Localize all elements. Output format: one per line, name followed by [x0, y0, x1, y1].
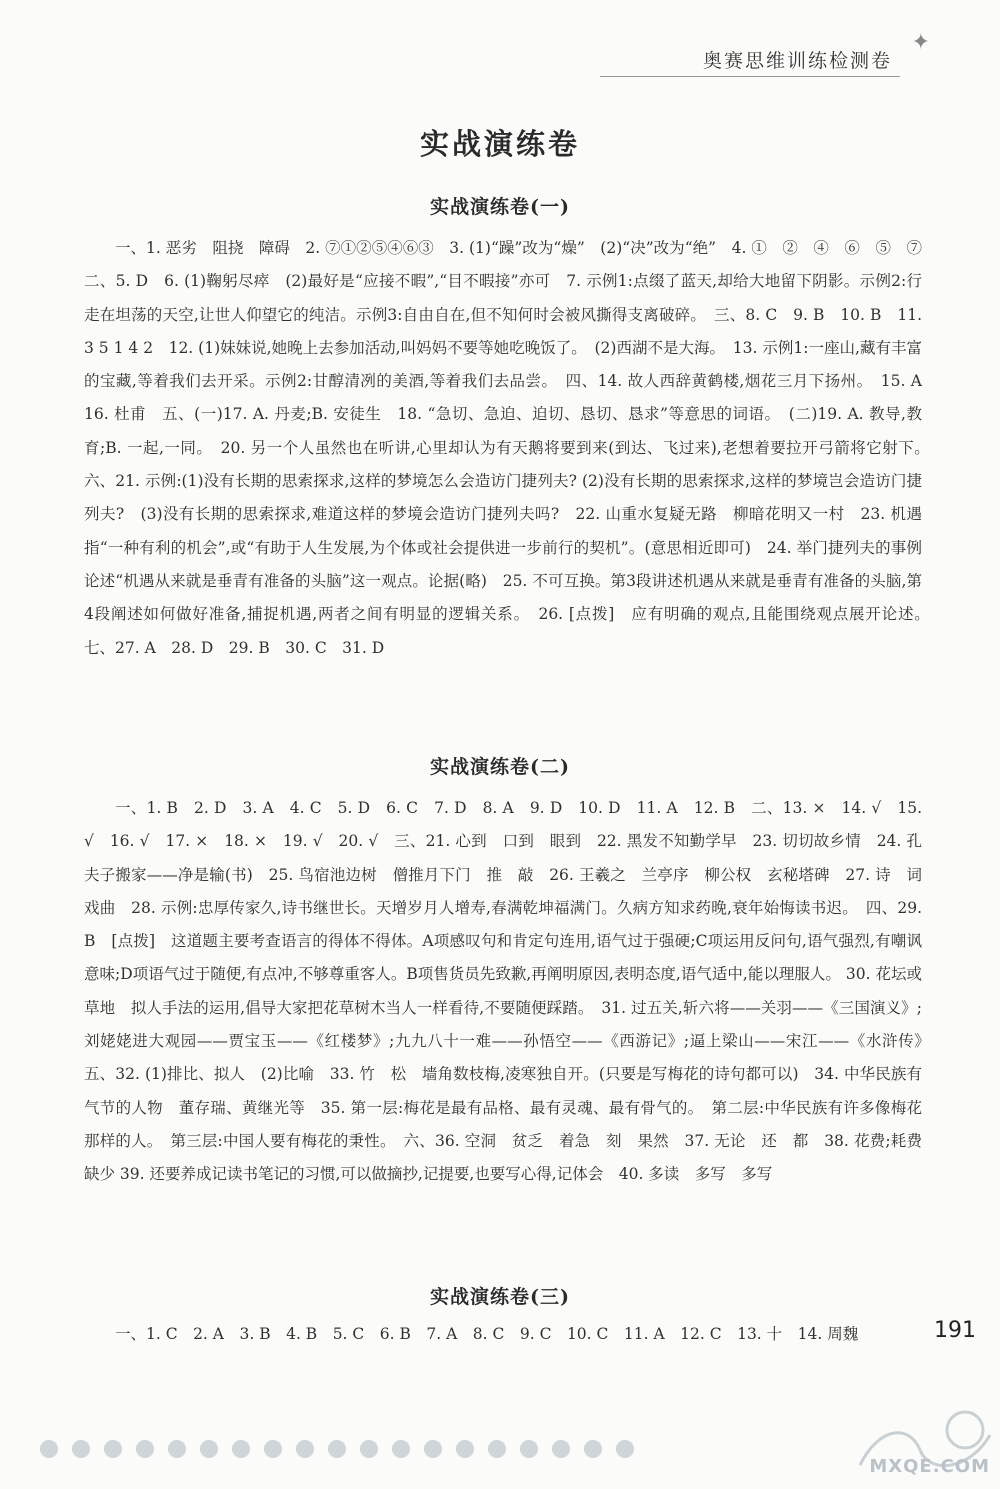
section-2-content: 一、1. B 2. D 3. A 4. C 5. D 6. C 7. D 8. A 9. D 10. D 11. A 12. B 二、13. × 14. √ 15. √ 16. √ 17. × 18. × 19. √ 20. √ 三、21. 心到 口到 眼到 22. 黑发不知勤学早 23. 切切故乡情 24. 孔夫子搬家——净是输(书) 25. 鸟宿池边树 僧推月下门 推 敲 26. 王羲之 兰亭序 柳公权 玄秘塔碑 27. 诗 词 戏曲 28. 示例:忠厚传家久,诗书继世长。天增岁月人增寿,春满乾坤福满门。久病方知求药晚,衰年始悔读书迟。 四、29. B [点拨] 这道题主要考查语言的得体不得体。A项感叹句和肯定句连用,语气过于强硬;C项运用反问句,语气强烈,有嘲讽意味;D项语气过于随便,有点冲,不够尊重客人。B项售货员先致歉,再阐明原因,表明态度,语气适中,能以理服人。 30. 花坛或草地 拟人手法的运用,倡导大家把花草树木当人一样看待,不要随便踩踏。 31. 过五关,斩六将——关羽——《三国演义》;刘姥姥进大观园——贾宝玉——《红楼梦》;九九八十一难——孙悟空——《西游记》;逼上梁山——宋江——《水浒传》 五、32. (1)排比、拟人 (2)比喻 33. 竹 松 墙角数枝梅,凌寒独自开。(只要是写梅花的诗句都可以) 34. 中华民族有气节的人物 董存瑞、黄继光等 35. 第一层:梅花是最有品格、最有灵魂、最有骨气的。 第二层:中华民族有许多像梅花那样的人。 第三层:中国人要有梅花的秉性。 六、36. 空洞 贫乏 着急 刻 果然 37. 无论 还 都 38. 花费;耗费 缺少 39. 还要养成记读书笔记的习惯,可以做摘抄,记提要,也要写心得,记体会 40. 多读 多写 多写: [84, 799, 938, 1184]
dot-icon: [200, 1440, 218, 1458]
dot-icon: [424, 1440, 442, 1458]
dot-icon: [392, 1440, 410, 1458]
section-3-content: 一、1. C 2. A 3. B 4. B 5. C 6. B 7. A 8. C 9. C 10. C 11. A 12. C 13. 十 14. 周魏: [115, 1325, 859, 1343]
header-rule: [600, 76, 900, 77]
section-2-title: 实战演练卷(二): [430, 756, 570, 778]
dot-icon: [264, 1440, 282, 1458]
dot-icon: [296, 1440, 314, 1458]
dot-icon: [584, 1440, 602, 1458]
dot-icon: [168, 1440, 186, 1458]
dot-icon: [360, 1440, 378, 1458]
dot-icon: [552, 1440, 570, 1458]
dot-icon: [328, 1440, 346, 1458]
dot-icon: [104, 1440, 122, 1458]
decorative-dots: [40, 1440, 660, 1470]
dot-icon: [488, 1440, 506, 1458]
dot-icon: [520, 1440, 538, 1458]
dot-icon: [72, 1440, 90, 1458]
dot-icon: [136, 1440, 154, 1458]
sparkle-decoration-icon: ✦: [911, 30, 930, 55]
section-3-title: 实战演练卷(三): [430, 1286, 570, 1308]
dot-icon: [616, 1440, 634, 1458]
page-title: 实战演练卷: [419, 127, 580, 161]
header-title: 奥赛思维训练检测卷: [702, 50, 892, 72]
section-1-title: 实战演练卷(一): [430, 196, 570, 218]
dot-icon: [232, 1440, 250, 1458]
dot-icon: [456, 1440, 474, 1458]
watermark: [850, 1395, 1000, 1485]
watermark-text: MXQE.COM: [869, 1456, 990, 1477]
dot-icon: [40, 1440, 58, 1458]
section-1-content: 一、1. 恶劣 阻挠 障碍 2. ⑦①②⑤④⑥③ 3. (1)“躁”改为“燥” (2)“决”改为“绝” 4. ① ② ④ ⑥ ⑤ ⑦ 二、5. D 6. (1)鞠躬尽瘁 (2)最好是“应接不暇”,“目不暇接”亦可 7. 示例1:点缀了蓝天,却给大地留下阴影。示例2:行走在坦荡的天空,让世人仰望它的纯洁。示例3:自由自在,但不知何时会被风撕得支离破碎。 三、8. C 9. B 10. B 11. 3 5 1 4 2 12. (1)妹妹说,她晚上去参加活动,叫妈妈不要等她吃晚饭了。 (2)西湖不是大海。 13. 示例1:一座山,藏有丰富的宝藏,等着我们去开采。示例2:甘醇清冽的美酒,等着我们去品尝。 四、14. 故人西辞黄鹤楼,烟花三月下扬州。 15. A 16. 杜甫 五、(一)17. A. 丹麦;B. 安徒生 18. “急切、急迫、迫切、恳切、恳求”等意思的词语。 (二)19. A. 教导,教育;B. 一起,一同。 20. 另一个人虽然也在听讲,心里却认为有天鹅将要到来(到达、飞过来),老想着要拉开弓箭将它射下。 六、21. 示例:(1)没有长期的思索探求,这样的梦境怎么会造访门捷列夫? (2)没有长期的思索探求,这样的梦境岂会造访门捷列夫? (3)没有长期的思索探求,难道这样的梦境会造访门捷列夫吗? 22. 山重水复疑无路 柳暗花明又一村 23. 机遇指“一种有利的机会”,或“有助于人生发展,为个体或社会提供进一步前行的契机”。(意思相近即可) 24. 举门捷列夫的事例论述“机遇从来就是垂青有准备的头脑”这一观点。论据(略) 25. 不可互换。第3段讲述机遇从来就是垂青有准备的头脑,第4段阐述如何做好准备,捕捉机遇,两者之间有明显的逻辑关系。 26. [点拨] 应有明确的观点,且能围绕观点展开论述。 七、27. A 28. D 29. B 30. C 31. D: [84, 239, 938, 657]
page-number: 191: [934, 1318, 976, 1343]
